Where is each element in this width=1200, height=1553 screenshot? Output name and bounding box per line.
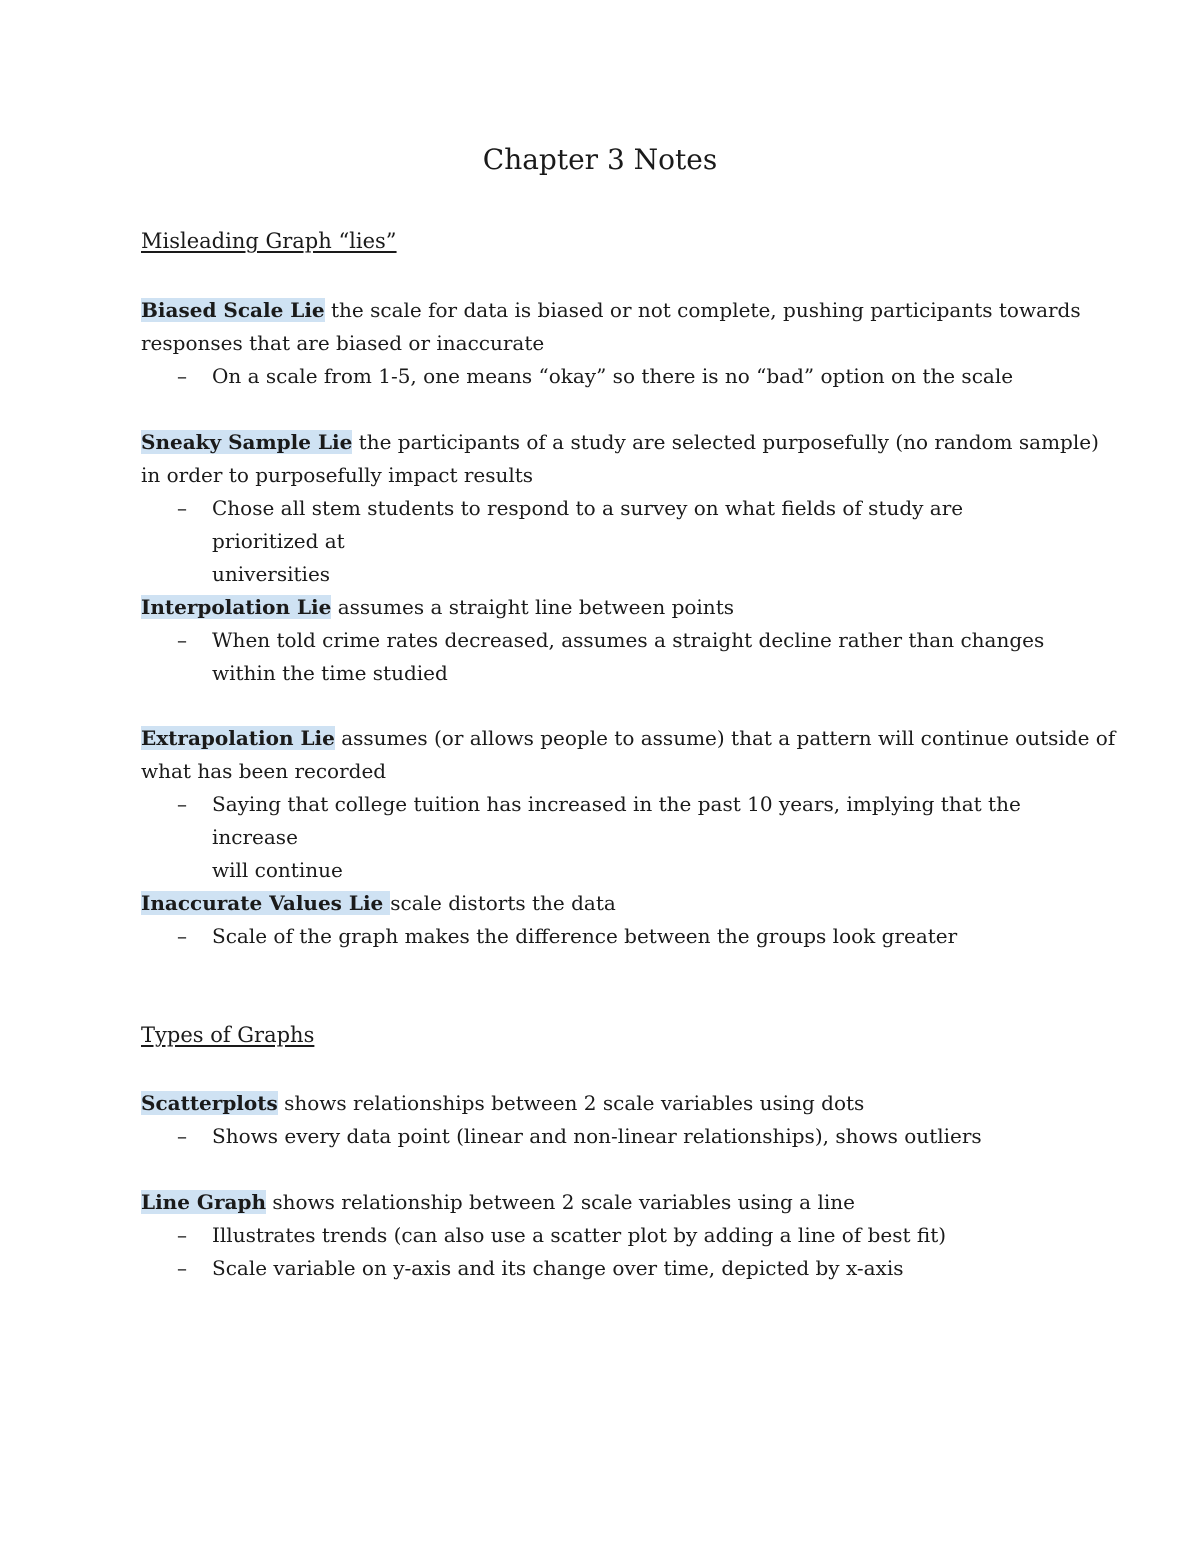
bullet-text-continuation: will continue — [212, 858, 343, 882]
term-highlight: Interpolation Lie — [141, 595, 332, 619]
definition-text: scale distorts the data — [390, 891, 616, 915]
list-item — [141, 920, 1061, 953]
entry-definition — [141, 294, 1081, 327]
entry-definition — [141, 887, 1061, 920]
definition-text: the scale for data is biased or not complete, pushing participants towards — [324, 298, 1081, 322]
dash-bullet-icon: – — [177, 1256, 187, 1280]
list-item — [141, 360, 1061, 393]
entry-definition — [141, 591, 1061, 624]
entry-inaccurate-values-lie — [141, 887, 1061, 953]
dash-bullet-icon: – — [177, 496, 187, 520]
bullet-text: Shows every data point (linear and non-linear relationships), shows outliers — [212, 1124, 982, 1148]
dash-bullet-icon: – — [177, 364, 187, 388]
dash-bullet-icon: – — [177, 924, 187, 948]
list-item — [141, 492, 1061, 591]
section-heading-types-of-graphs: Types of Graphs — [141, 1023, 315, 1047]
dash-bullet-icon: – — [177, 792, 187, 816]
section-heading-misleading-graphs: Misleading Graph “lies” — [141, 229, 397, 253]
definition-continuation: in order to purposefully impact results — [141, 463, 534, 487]
entry-extrapolation-lie — [141, 722, 1116, 887]
dash-bullet-icon: – — [177, 628, 187, 652]
definition-continuation: responses that are biased or inaccurate — [141, 331, 545, 355]
list-item — [141, 788, 1061, 887]
bullet-text: Illustrates trends (can also use a scatter plot by adding a line of best fit) — [212, 1223, 947, 1247]
bullet-text: Chose all stem students to respond to a survey on what fields of study are prioritized at — [212, 496, 964, 553]
term-highlight: Extrapolation Lie — [141, 726, 335, 750]
dash-bullet-icon: – — [177, 1223, 187, 1247]
entry-biased-scale-lie — [141, 294, 1081, 393]
list-item — [141, 624, 1061, 690]
definition-text: assumes (or allows people to assume) that a pattern will continue outside of — [334, 726, 1116, 750]
term-highlight: Scatterplots — [141, 1091, 278, 1115]
entry-definition — [141, 426, 1099, 459]
term-highlight: Line Graph — [141, 1190, 266, 1214]
entry-interpolation-lie — [141, 591, 1061, 690]
bullet-text: Scale of the graph makes the difference between the groups look greater — [212, 924, 958, 948]
bullet-text-continuation: within the time studied — [212, 661, 448, 685]
entry-sneaky-sample-lie — [141, 426, 1099, 591]
definition-text: shows relationship between 2 scale variables using a line — [266, 1190, 855, 1214]
bullet-text: When told crime rates decreased, assumes a straight decline rather than changes — [212, 628, 1045, 652]
bullet-text: On a scale from 1-5, one means “okay” so there is no “bad” option on the scale — [212, 364, 1014, 388]
entry-definition — [141, 722, 1116, 755]
page-title: Chapter 3 Notes — [482, 143, 718, 176]
term-highlight: Biased Scale Lie — [141, 298, 325, 322]
bullet-text: Scale variable on y-axis and its change over time, depicted by x-axis — [212, 1256, 904, 1280]
entry-definition — [141, 1087, 1061, 1120]
term-highlight: Sneaky Sample Lie — [141, 430, 353, 454]
entry-definition — [141, 1186, 1061, 1219]
definition-text: the participants of a study are selected purposefully (no random sample) — [352, 430, 1099, 454]
definition-continuation: what has been recorded — [141, 759, 387, 783]
term-highlight: Inaccurate Values Lie — [141, 891, 391, 915]
definition-text: assumes a straight line between points — [331, 595, 734, 619]
dash-bullet-icon: – — [177, 1124, 187, 1148]
list-item — [141, 1219, 1061, 1252]
bullet-text-continuation: universities — [212, 562, 331, 586]
entry-line-graph — [141, 1186, 1061, 1285]
list-item — [141, 1252, 1061, 1285]
bullet-text: Saying that college tuition has increased in the past 10 years, implying that the increase — [212, 792, 1021, 849]
list-item — [141, 1120, 1061, 1153]
entry-scatterplots — [141, 1087, 1061, 1153]
definition-text: shows relationships between 2 scale variables using dots — [277, 1091, 865, 1115]
